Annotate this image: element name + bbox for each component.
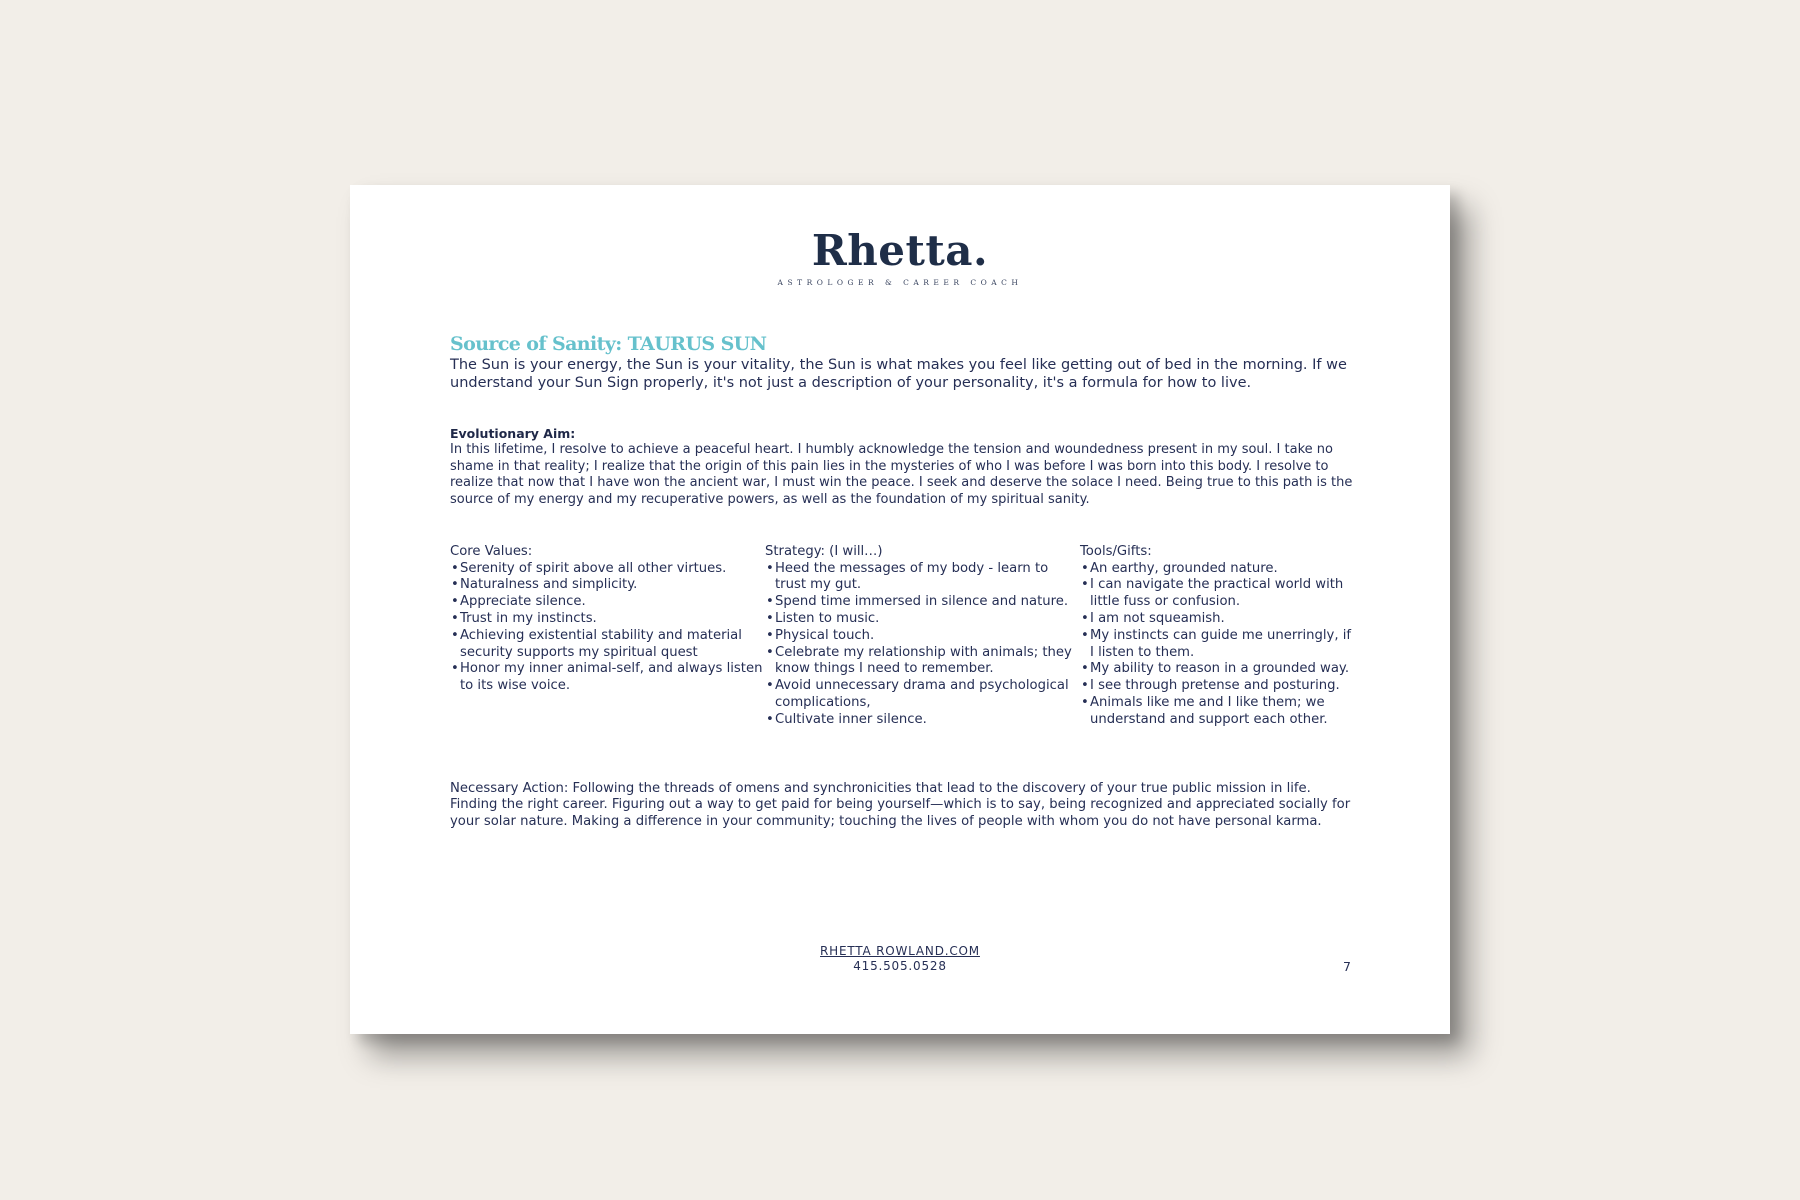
list-item: • Cultivate inner silence. xyxy=(765,712,1080,729)
evolutionary-aim xyxy=(450,426,1355,509)
phone-number: 415.505.0528 xyxy=(853,959,947,973)
strategy-title: Strategy: (I will…) xyxy=(765,543,883,559)
strategy-column xyxy=(765,544,1080,729)
tools-gifts-column xyxy=(1080,544,1355,729)
page-number: 7 xyxy=(1343,959,1351,974)
list-item: • Spend time immersed in silence and nature. xyxy=(765,594,1080,611)
page-footer xyxy=(350,944,1450,974)
core-values-title: Core Values: xyxy=(450,543,533,559)
section-title: Source of Sanity: TAURUS SUN xyxy=(450,333,767,355)
values-columns xyxy=(450,544,1355,729)
list-item: • Honor my inner animal-self, and always listen to its wise voice. xyxy=(450,661,765,695)
list-item: • Listen to music. xyxy=(765,611,1080,628)
list-item: • Naturalness and simplicity. xyxy=(450,577,765,594)
brand-logo: Rhetta. xyxy=(811,226,989,275)
tools-gifts-title: Tools/Gifts: xyxy=(1080,543,1152,559)
core-values-list xyxy=(450,561,765,695)
list-item: • Achieving existential stability and material security supports my spiritual quest xyxy=(450,628,765,662)
list-item: • Celebrate my relationship with animals; they know things I need to remember. xyxy=(765,645,1080,679)
page-content xyxy=(450,332,1355,831)
list-item: • Trust in my instincts. xyxy=(450,611,765,628)
list-item: • An earthy, grounded nature. xyxy=(1080,561,1355,578)
core-values-column xyxy=(450,544,765,729)
tools-gifts-list xyxy=(1080,561,1355,729)
list-item: • I see through pretense and posturing. xyxy=(1080,678,1355,695)
document-page xyxy=(350,185,1450,1034)
website-link[interactable]: RHETTA ROWLAND.COM xyxy=(820,944,980,958)
intro-paragraph: The Sun is your energy, the Sun is your vitality, the Sun is what makes you feel like getting out of bed in the morning. If we understand your Sun Sign properly, it's not just a description of your personality, it's a formula for how to live. xyxy=(450,357,1347,391)
list-item: • I am not squeamish. xyxy=(1080,611,1355,628)
aim-text: In this lifetime, I resolve to achieve a peaceful heart. I humbly acknowledge the tension and woundedness present in my soul. I take no shame in that reality; I realize that the origin of this pain lies in the mysteries of who I was before I was born into this body. I resolve to realize that now that I have won the ancient war, I must win the peace. I seek and deserve the solace I need. Being true to this path is the source of my energy and my recuperative powers, as well as the foundation of my spiritual sanity. xyxy=(450,442,1353,508)
brand-header xyxy=(350,227,1450,287)
necessary-action: Necessary Action: Following the threads of omens and synchronicities that lead to the discovery of your true public mission in life. Finding the right career. Figuring out a way to get paid for being yourself—which is to say, being recognized and appreciated socially for your solar nature. Making a difference in your community; touching the lives of people with whom you do not have personal karma. xyxy=(450,780,1351,829)
list-item: • Appreciate silence. xyxy=(450,594,765,611)
brand-tagline: ASTROLOGER & CAREER COACH xyxy=(777,278,1023,287)
list-item: • My ability to reason in a grounded way. xyxy=(1080,661,1355,678)
list-item: • My instincts can guide me unerringly, if I listen to them. xyxy=(1080,628,1355,662)
aim-label: Evolutionary Aim: xyxy=(450,426,576,441)
list-item: • Animals like me and I like them; we understand and support each other. xyxy=(1080,695,1355,729)
list-item: • Heed the messages of my body - learn to trust my gut. xyxy=(765,561,1080,595)
strategy-list xyxy=(765,561,1080,729)
list-item: • I can navigate the practical world with little fuss or confusion. xyxy=(1080,577,1355,611)
list-item: • Avoid unnecessary drama and psychological complications, xyxy=(765,678,1080,712)
list-item: • Physical touch. xyxy=(765,628,1080,645)
list-item: • Serenity of spirit above all other virtues. xyxy=(450,561,765,578)
